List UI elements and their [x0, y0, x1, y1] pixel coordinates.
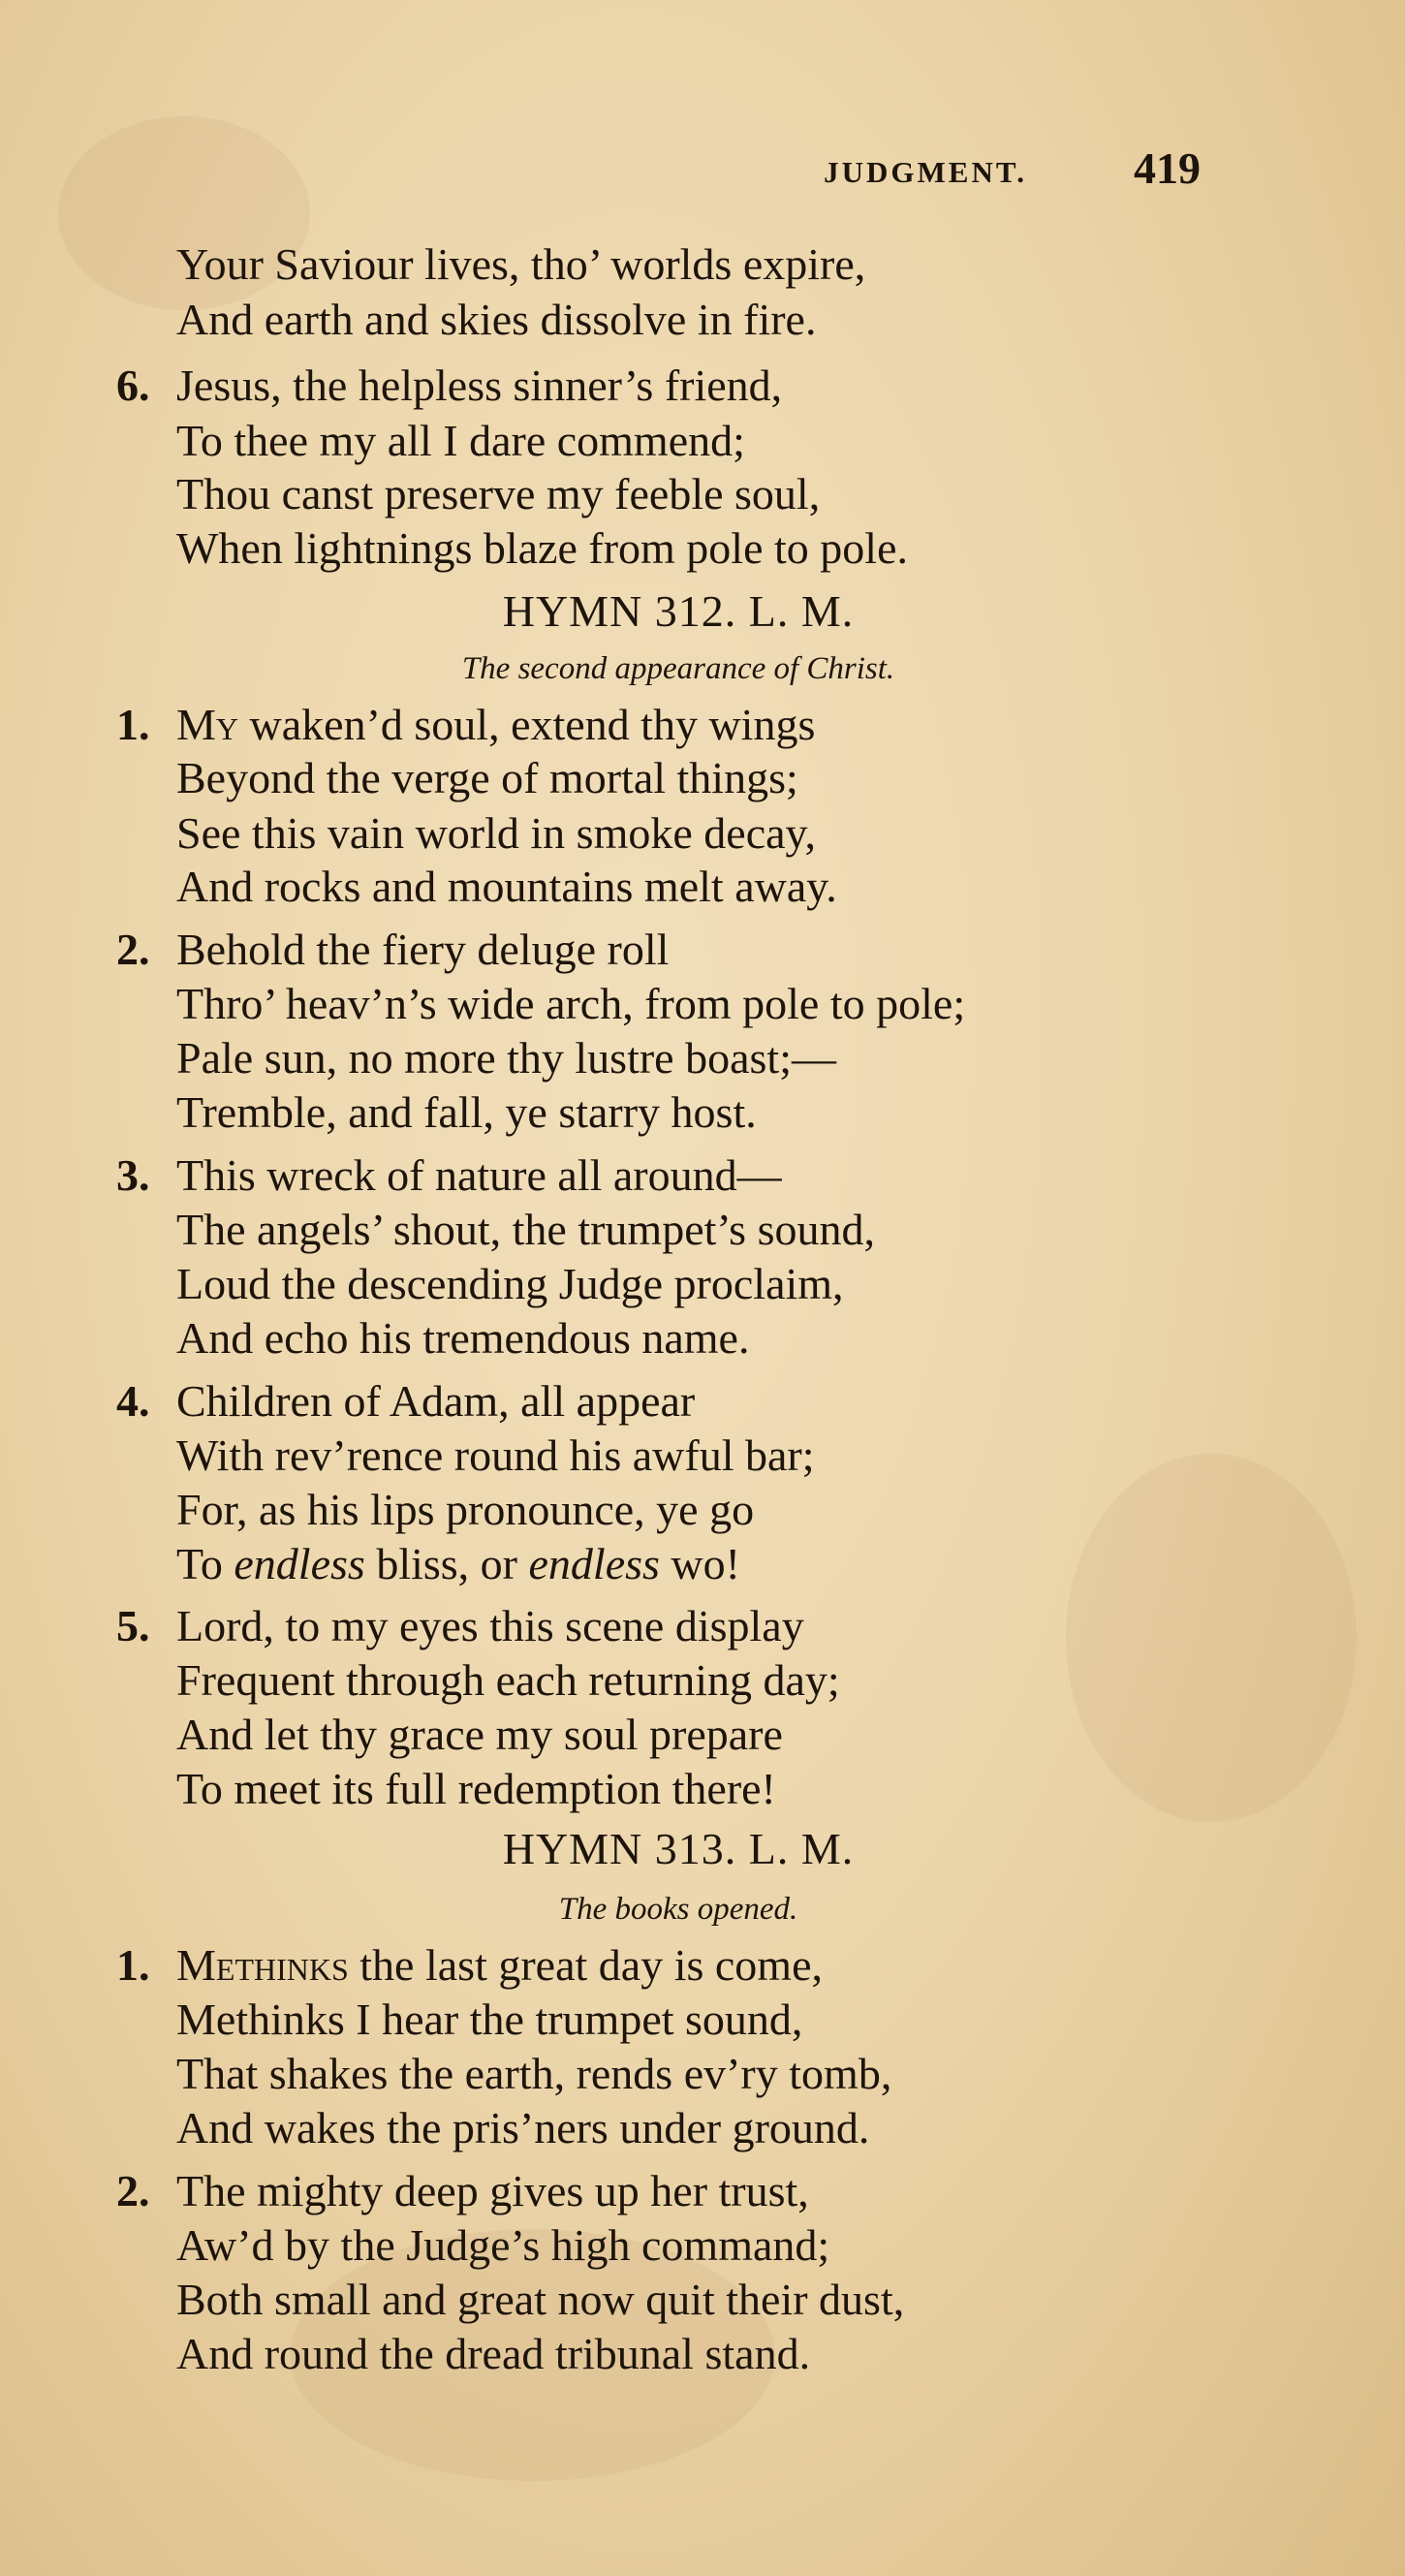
verse-line-rest: the last great day is come,	[348, 1940, 824, 1990]
verse-line	[176, 1537, 740, 1591]
verse-line: Behold the fiery deluge roll	[176, 925, 670, 974]
verse-line: Thro’ heav’n’s wide arch, from pole to pole;	[176, 979, 966, 1028]
verse-line	[176, 698, 815, 752]
verse-number: 1.	[116, 1940, 150, 1990]
verse-line-rest: waken’d soul, extend thy wings	[238, 700, 816, 749]
verse-line: Lord, to my eyes this scene display	[176, 1601, 804, 1650]
hymn-heading: HYMN 312. L. M.	[502, 586, 855, 636]
text-run: bliss, or	[364, 1539, 529, 1588]
running-head: JUDGMENT.	[824, 155, 1027, 189]
verse-number: 5.	[116, 1601, 150, 1650]
emphasis-text: endless	[528, 1539, 660, 1588]
emphasis-text: endless	[234, 1539, 365, 1588]
text-run: wo!	[659, 1539, 740, 1588]
verse-line: The mighty deep gives up her trust,	[176, 2166, 809, 2215]
verse-line: The angels’ shout, the trumpet’s sound,	[176, 1205, 875, 1254]
verse-line: And earth and skies dissolve in fire.	[176, 295, 817, 344]
verse-line: Your Saviour lives, tho’ worlds expire,	[176, 239, 866, 289]
verse-line: To meet its full redemption there!	[176, 1764, 776, 1813]
verse-line: This wreck of nature all around—	[176, 1150, 782, 1200]
verse-number: 1.	[116, 700, 150, 749]
verse-line: When lightnings blaze from pole to pole.	[176, 523, 908, 573]
verse-line: See this vain world in smoke decay,	[176, 808, 817, 858]
verse-number: 2.	[116, 925, 150, 974]
verse-line: Beyond the verge of mortal things;	[176, 753, 798, 802]
verse-line: Children of Adam, all appear	[176, 1376, 696, 1426]
verse-line: Aw’d by the Judge’s high command;	[176, 2220, 830, 2270]
verse-line: And wakes the pris’ners under ground.	[176, 2103, 870, 2152]
verse-first-word: Methinks	[176, 1940, 349, 1990]
verse-line: Tremble, and fall, ye starry host.	[176, 1087, 757, 1137]
verse-line: Thou canst preserve my feeble soul,	[176, 469, 821, 518]
text-run: To	[176, 1539, 234, 1588]
verse-line: To thee my all I dare commend;	[176, 416, 745, 465]
page-number: 419	[1134, 143, 1201, 193]
paper-stain	[1066, 1454, 1357, 1822]
verse-line: And echo his tremendous name.	[176, 1313, 750, 1363]
verse-line: Pale sun, no more thy lustre boast;—	[176, 1033, 836, 1083]
verse-number: 4.	[116, 1376, 150, 1426]
hymn-subtitle: The second appearance of Christ.	[461, 651, 895, 686]
hymn-subtitle: The books opened.	[558, 1892, 798, 1927]
verse-line: For, as his lips pronounce, ye go	[176, 1485, 755, 1534]
verse-first-word: My	[176, 700, 239, 749]
hymn-heading: HYMN 313. L. M.	[502, 1824, 855, 1873]
verse-line: Jesus, the helpless sinner’s friend,	[176, 361, 783, 410]
verse-line	[176, 1938, 823, 1993]
verse-line: Loud the descending Judge proclaim,	[176, 1259, 844, 1308]
verse-line: And round the dread tribunal stand.	[176, 2329, 811, 2378]
verse-line: Both small and great now quit their dust,	[176, 2275, 905, 2324]
verse-line: And let thy grace my soul prepare	[176, 1710, 783, 1759]
verse-line: That shakes the earth, rends ev’ry tomb,	[176, 2049, 892, 2098]
verse-number: 3.	[116, 1150, 150, 1200]
verse-line: And rocks and mountains melt away.	[176, 862, 837, 911]
verse-line: Frequent through each returning day;	[176, 1655, 840, 1705]
verse-line: Methinks I hear the trumpet sound,	[176, 1995, 803, 2044]
verse-line: With rev’rence round his awful bar;	[176, 1430, 815, 1480]
verse-number: 2.	[116, 2166, 150, 2215]
verse-number: 6.	[116, 361, 150, 410]
